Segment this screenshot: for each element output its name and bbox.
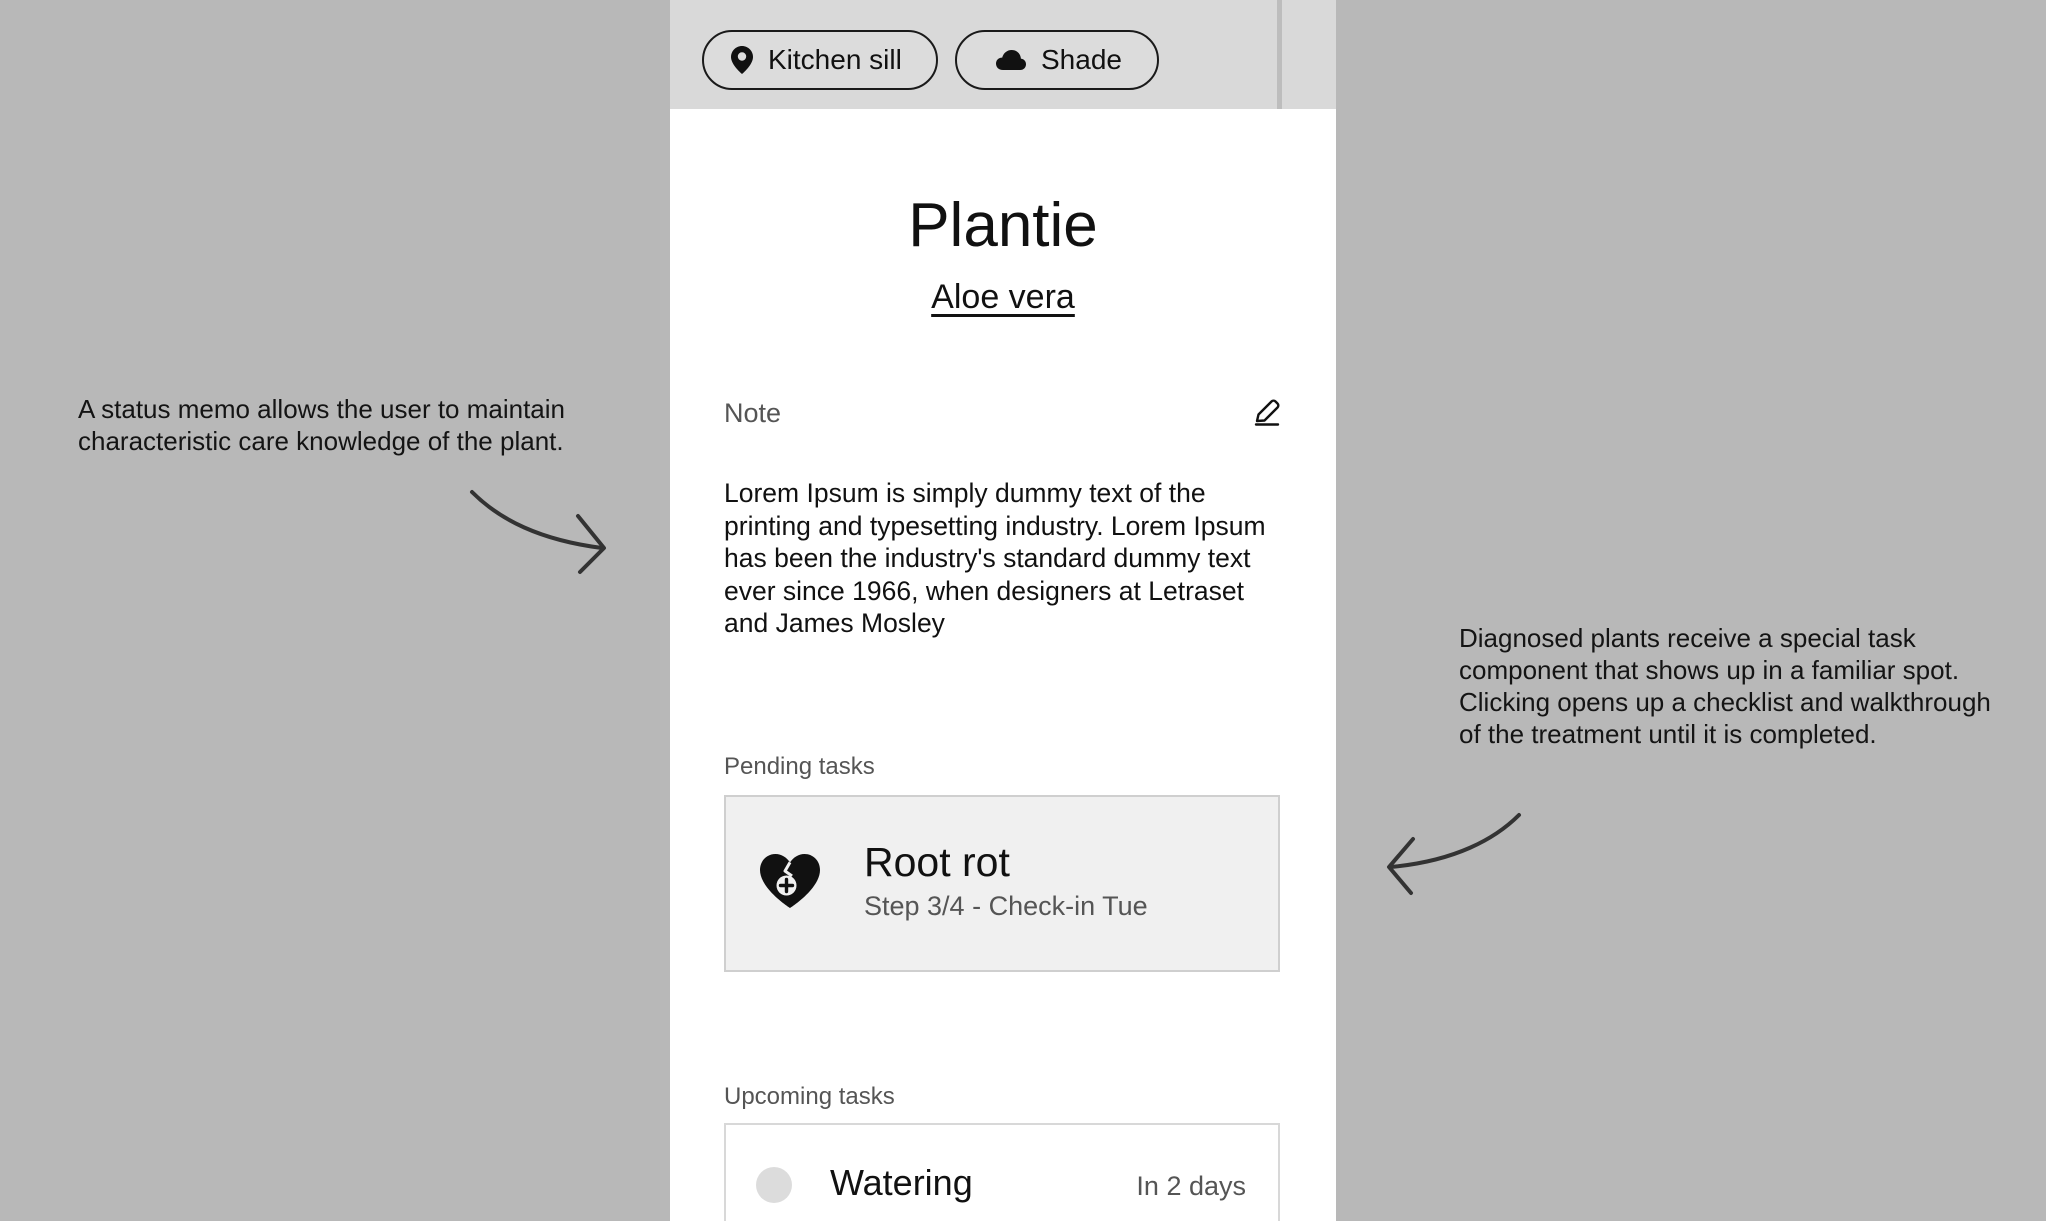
plant-species-link[interactable] <box>670 276 1336 318</box>
note-label: Note <box>724 398 782 428</box>
pending-tasks-label: Pending tasks <box>724 753 875 780</box>
upcoming-task-card-watering[interactable] <box>724 1123 1280 1221</box>
note-text: Lorem Ipsum is simply dummy text of the printing and typesetting industry. Lorem Ipsum has been the industry's standard dummy text ever since 1966, when designers at Letraset and James Mosley <box>724 478 1266 638</box>
task-complete-checkbox[interactable] <box>756 1167 792 1203</box>
light-chip[interactable] <box>955 30 1159 90</box>
annotation-arrow-right <box>460 480 620 580</box>
location-chip-label: Kitchen sill <box>768 44 902 75</box>
plant-detail-screen <box>670 0 1336 1221</box>
edit-note-pencil-icon[interactable] <box>1252 397 1282 432</box>
upcoming-tasks-label: Upcoming tasks <box>724 1083 895 1110</box>
plant-species-label: Aloe vera <box>931 278 1075 316</box>
heart-plus-icon <box>758 852 822 915</box>
annotation-diagnosed-task: Diagnosed plants receive a special task component that shows up in a familiar spot. Clicking opens up a checklist and walkthrough of the treatment until it is completed. <box>1459 623 1991 749</box>
header-divider <box>1277 0 1282 109</box>
pending-task-card-root-rot[interactable] <box>724 795 1280 972</box>
pending-task-title: Root rot <box>864 839 1010 885</box>
light-chip-label: Shade <box>1041 44 1122 75</box>
location-pin-icon <box>730 45 754 75</box>
upcoming-task-title: Watering <box>830 1162 973 1203</box>
upcoming-task-due: In 2 days <box>1136 1171 1246 1201</box>
annotation-status-memo: A status memo allows the user to maintain characteristic care knowledge of the plant. <box>78 394 566 456</box>
annotation-arrow-left <box>1375 805 1535 905</box>
pending-task-subtitle: Step 3/4 - Check-in Tue <box>864 891 1148 921</box>
location-chip[interactable] <box>702 30 938 90</box>
plant-name: Plantie <box>908 191 1098 260</box>
cloud-icon <box>995 49 1027 71</box>
